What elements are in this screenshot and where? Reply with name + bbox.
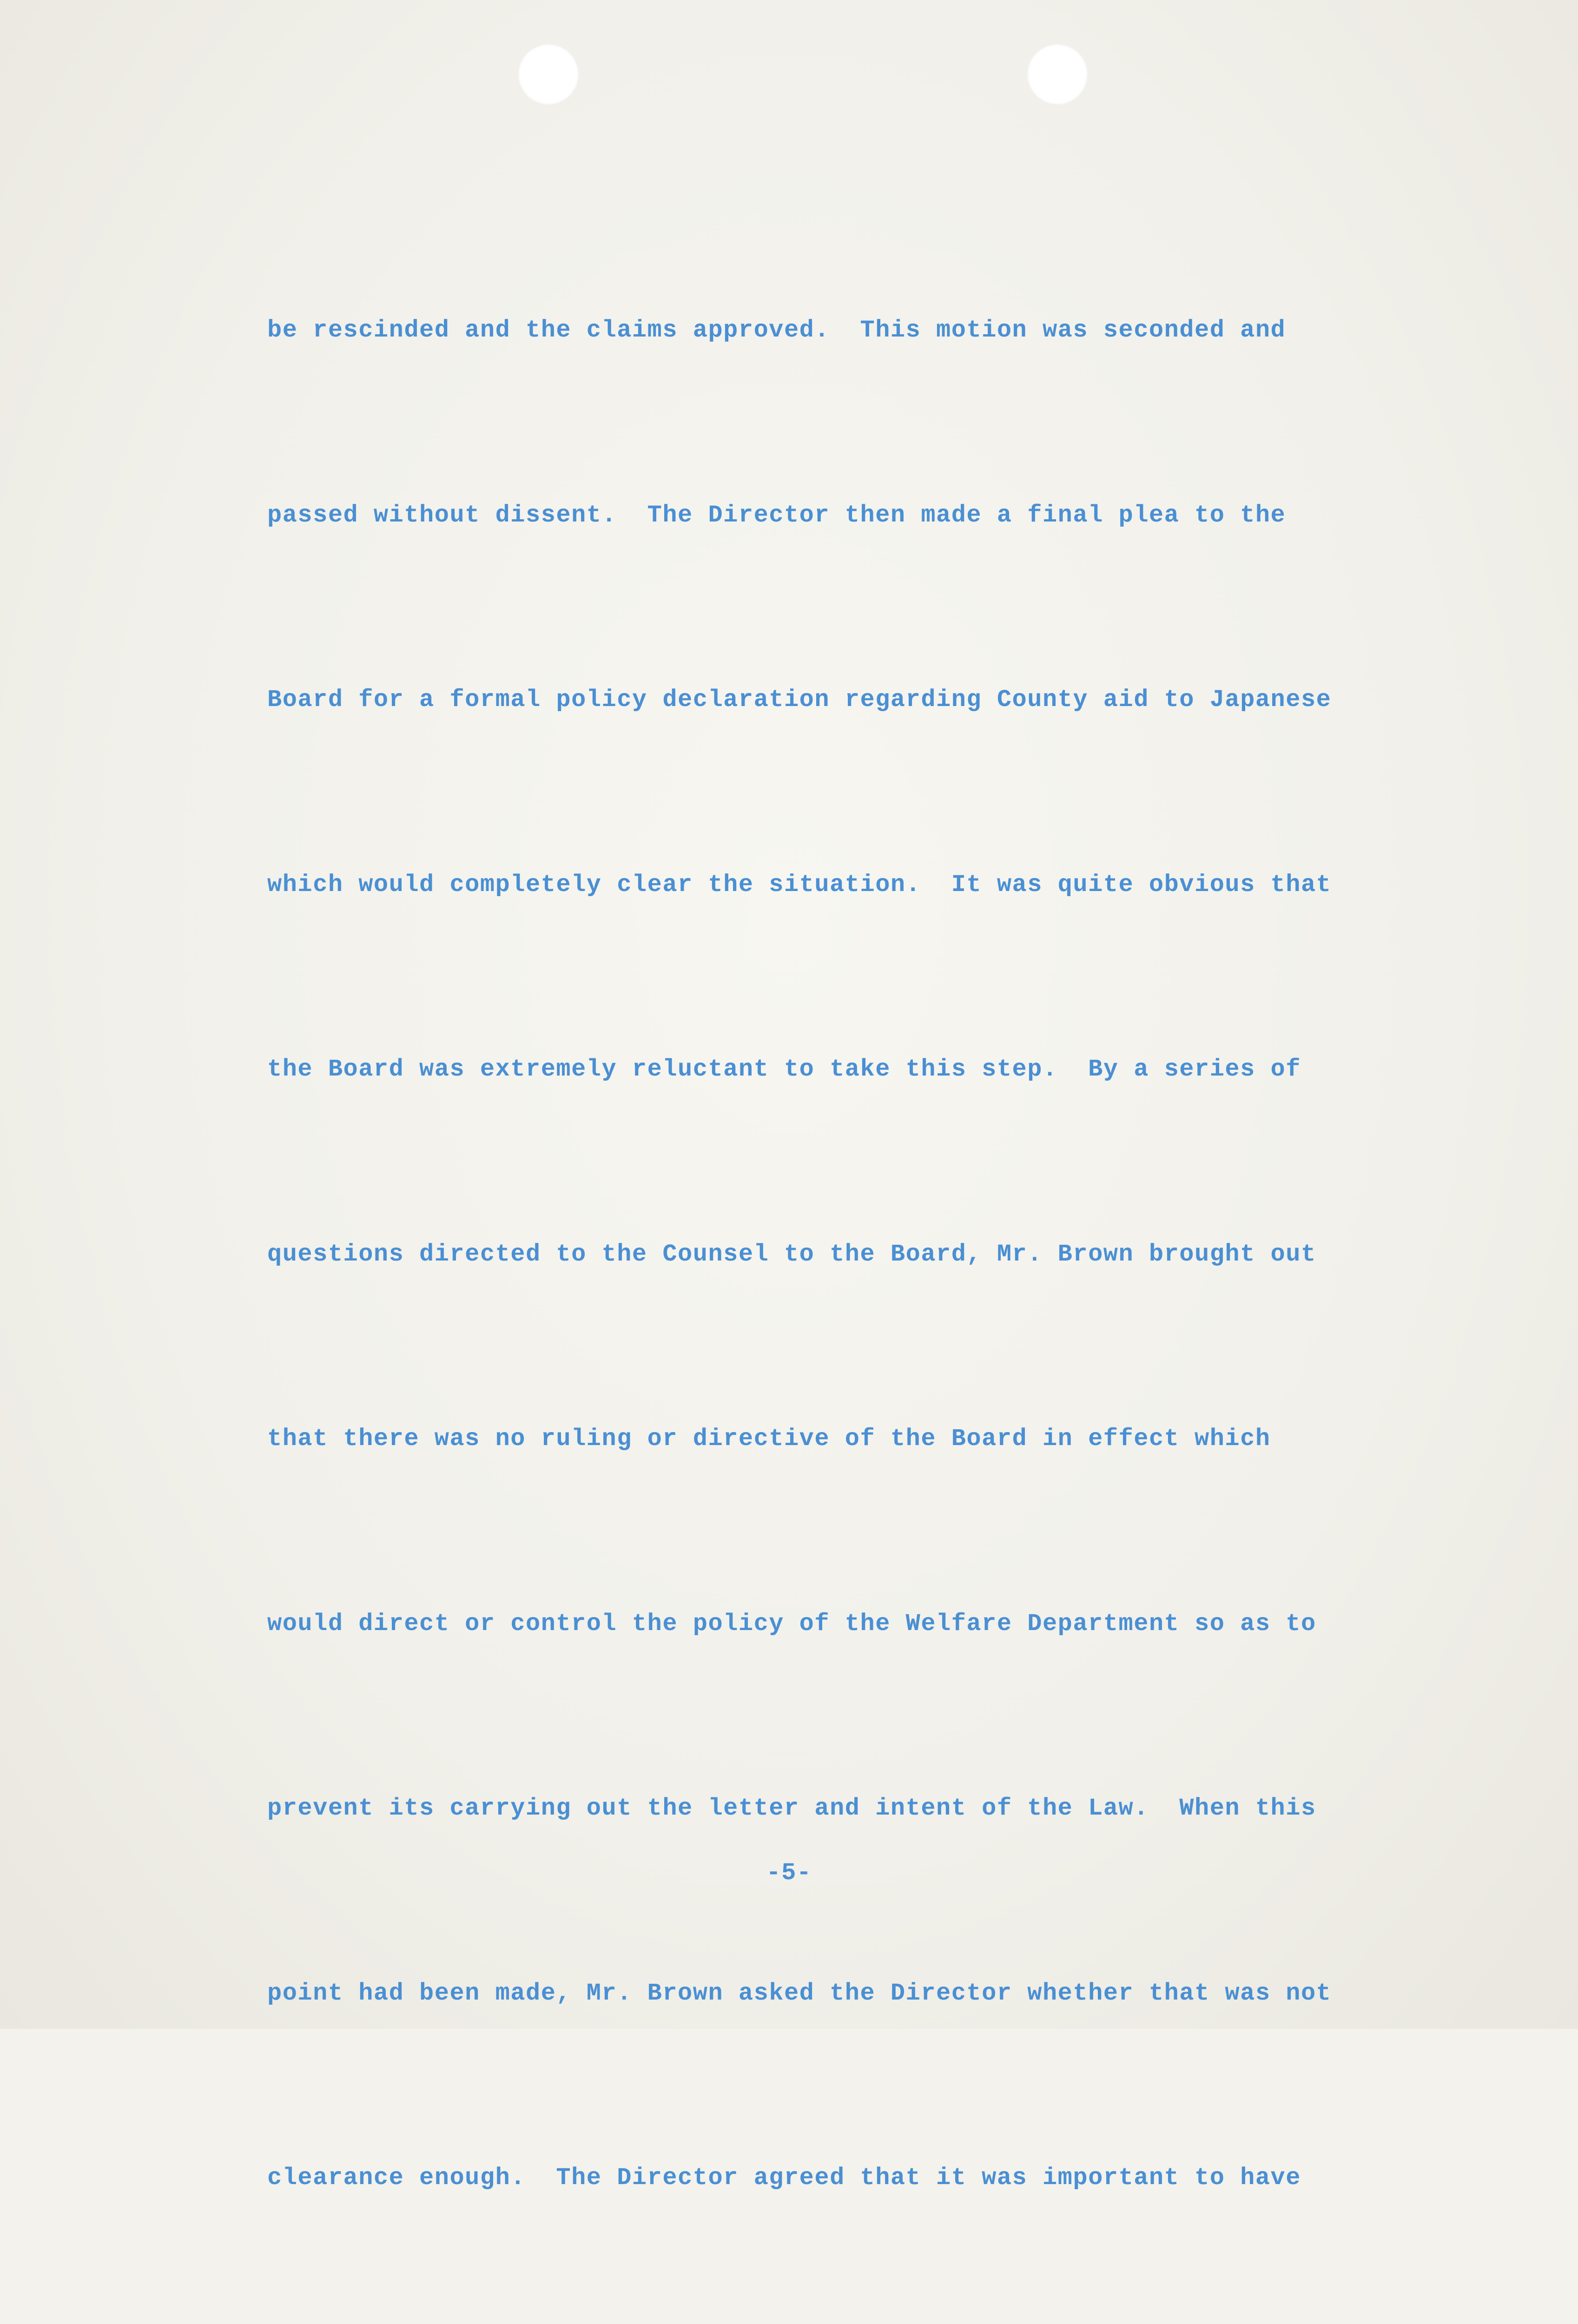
text-line: Board for a formal policy declaration regarding County aid to Japanese: [267, 686, 1332, 713]
text-line: questions directed to the Counsel to the Board, Mr. Brown brought out: [267, 1240, 1316, 1268]
text-line: point had been made, Mr. Brown asked the Director whether that was not: [267, 1979, 1332, 2007]
text-line: which would completely clear the situation. It was quite obvious that: [267, 871, 1332, 898]
text-line: clearance enough. The Director agreed that it was important to have: [267, 2164, 1301, 2192]
punch-hole-right: [1027, 44, 1088, 105]
text-line: the Board was extremely reluctant to take this step. By a series of: [267, 1056, 1301, 1083]
text-line: that there was no ruling or directive of the Board in effect which: [267, 1425, 1271, 1452]
body-text: [267, 177, 1392, 2324]
punch-hole-left: [518, 44, 579, 105]
text-line: would direct or control the policy of the Welfare Department so as to: [267, 1610, 1316, 1637]
text-line: passed without dissent. The Director then made a final plea to the: [267, 501, 1286, 529]
page-number: -5-: [766, 1859, 812, 1887]
text-line: prevent its carrying out the letter and intent of the Law. When this: [267, 1795, 1316, 1822]
text-line: be rescinded and the claims approved. This motion was seconded and: [267, 317, 1286, 344]
